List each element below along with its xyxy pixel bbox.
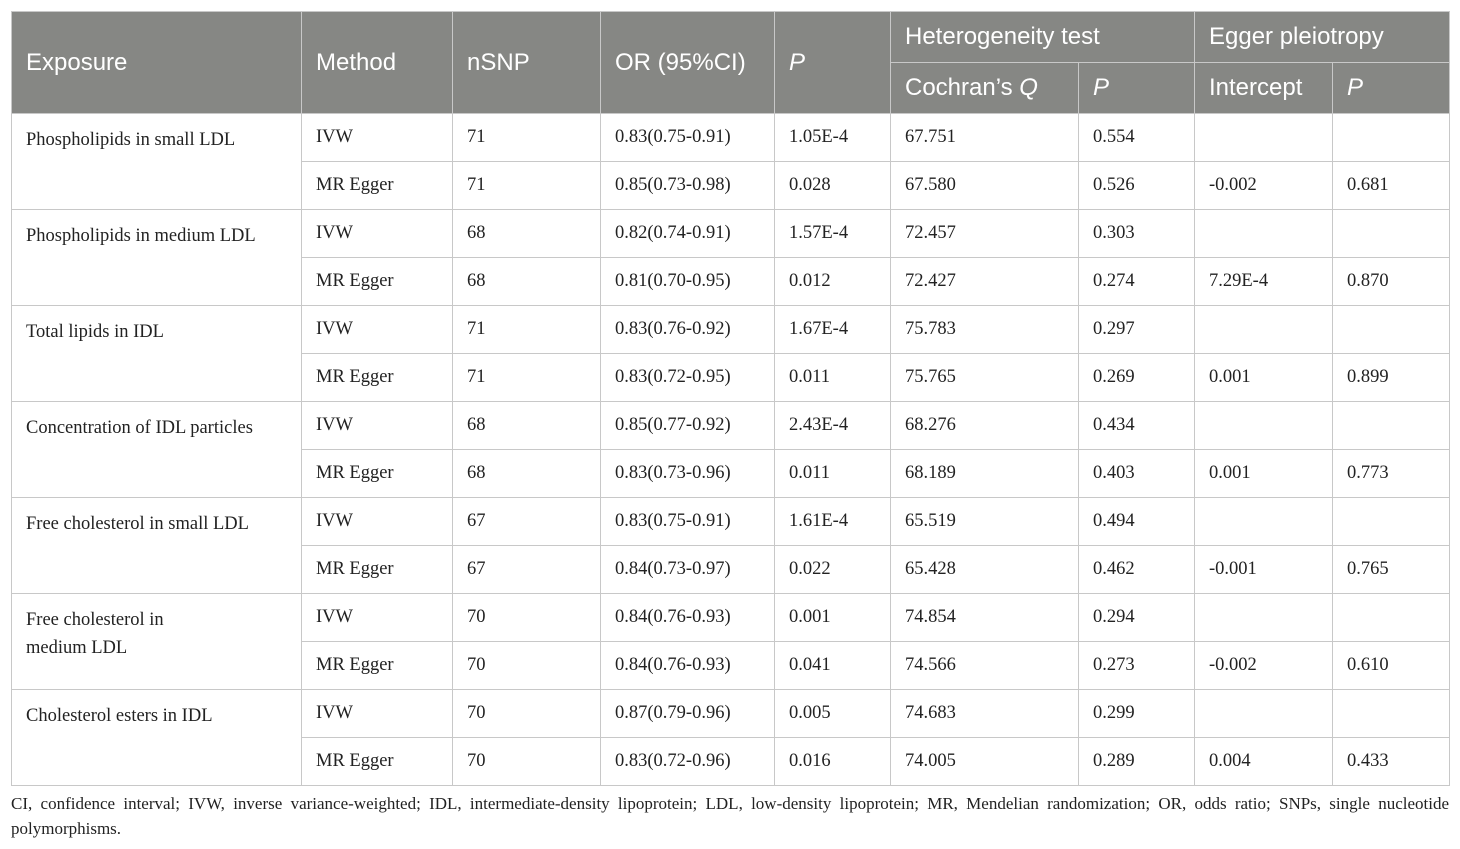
header-row-1 <box>12 12 1450 63</box>
cell-cochran-q: 67.580 <box>891 162 1079 210</box>
cell-or: 0.83(0.76-0.92) <box>601 306 775 354</box>
cell-or: 0.85(0.73-0.98) <box>601 162 775 210</box>
header-p <box>775 12 891 114</box>
cell-nsnp: 68 <box>453 210 601 258</box>
cell-intercept <box>1195 498 1333 546</box>
cell-p: 0.005 <box>775 690 891 738</box>
cell-het-p: 0.273 <box>1079 642 1195 690</box>
cell-or: 0.84(0.76-0.93) <box>601 642 775 690</box>
cell-p: 1.05E-4 <box>775 114 891 162</box>
cell-het-p: 0.462 <box>1079 546 1195 594</box>
cell-or: 0.81(0.70-0.95) <box>601 258 775 306</box>
cell-nsnp: 68 <box>453 402 601 450</box>
cell-method: IVW <box>302 594 453 642</box>
cell-egger-p <box>1333 690 1450 738</box>
results-table <box>11 11 1450 786</box>
cell-nsnp: 71 <box>453 306 601 354</box>
cell-cochran-q: 74.854 <box>891 594 1079 642</box>
results-table-container <box>11 11 1449 786</box>
cell-intercept <box>1195 690 1333 738</box>
cell-p: 0.022 <box>775 546 891 594</box>
cell-egger-p: 0.681 <box>1333 162 1450 210</box>
cell-or: 0.83(0.72-0.95) <box>601 354 775 402</box>
cell-exposure <box>12 594 302 690</box>
cell-intercept: -0.001 <box>1195 546 1333 594</box>
cell-het-p: 0.526 <box>1079 162 1195 210</box>
cell-p: 2.43E-4 <box>775 402 891 450</box>
cell-p: 0.011 <box>775 354 891 402</box>
cell-or: 0.85(0.77-0.92) <box>601 402 775 450</box>
cell-egger-p <box>1333 210 1450 258</box>
cell-cochran-q: 74.005 <box>891 738 1079 786</box>
table-row <box>12 594 1450 642</box>
cell-exposure: Total lipids in IDL <box>12 306 302 402</box>
table-row <box>12 690 1450 738</box>
cell-nsnp: 71 <box>453 162 601 210</box>
cell-intercept: 0.004 <box>1195 738 1333 786</box>
cell-egger-p: 0.765 <box>1333 546 1450 594</box>
header-exposure: Exposure <box>12 12 302 114</box>
cell-intercept <box>1195 210 1333 258</box>
cell-egger-p: 0.773 <box>1333 450 1450 498</box>
cell-cochran-q: 67.751 <box>891 114 1079 162</box>
cell-or: 0.83(0.73-0.96) <box>601 450 775 498</box>
cell-nsnp: 67 <box>453 498 601 546</box>
cell-intercept: 7.29E-4 <box>1195 258 1333 306</box>
cell-or: 0.84(0.76-0.93) <box>601 594 775 642</box>
cell-nsnp: 70 <box>453 738 601 786</box>
header-het-p <box>1079 63 1195 114</box>
cell-cochran-q: 75.765 <box>891 354 1079 402</box>
cell-cochran-q: 72.457 <box>891 210 1079 258</box>
header-cochran-q: Q <box>1019 74 1038 101</box>
cell-method: MR Egger <box>302 450 453 498</box>
cell-het-p: 0.274 <box>1079 258 1195 306</box>
cell-p: 1.57E-4 <box>775 210 891 258</box>
cell-het-p: 0.303 <box>1079 210 1195 258</box>
cell-intercept: -0.002 <box>1195 162 1333 210</box>
cell-het-p: 0.554 <box>1079 114 1195 162</box>
header-egger: Egger pleiotropy <box>1195 12 1450 63</box>
cell-p: 0.041 <box>775 642 891 690</box>
header-cochran-text: Cochran’s <box>905 74 1020 101</box>
cell-method: MR Egger <box>302 546 453 594</box>
cell-method: IVW <box>302 306 453 354</box>
cell-or: 0.83(0.72-0.96) <box>601 738 775 786</box>
cell-or: 0.87(0.79-0.96) <box>601 690 775 738</box>
header-nsnp: nSNP <box>453 12 601 114</box>
table-row <box>12 498 1450 546</box>
cell-egger-p <box>1333 306 1450 354</box>
table-row <box>12 210 1450 258</box>
footnote: CI, confidence interval; IVW, inverse variance-weighted; IDL, intermediate-density lipoprotein; LDL, low-density lipoprotein; MR, Mendelian randomization; OR, odds ratio; SNPs, single nucleotide polymorphisms. <box>11 794 1449 838</box>
header-or: OR (95%CI) <box>601 12 775 114</box>
cell-nsnp: 70 <box>453 594 601 642</box>
cell-egger-p: 0.870 <box>1333 258 1450 306</box>
cell-het-p: 0.289 <box>1079 738 1195 786</box>
cell-egger-p <box>1333 594 1450 642</box>
table-header <box>12 12 1450 114</box>
header-p-text: P <box>789 48 806 76</box>
cell-method: IVW <box>302 498 453 546</box>
cell-intercept <box>1195 114 1333 162</box>
cell-exposure-text: Free cholesterol in medium LDL <box>26 610 164 658</box>
cell-exposure: Phospholipids in medium LDL <box>12 210 302 306</box>
cell-cochran-q: 65.519 <box>891 498 1079 546</box>
cell-method: MR Egger <box>302 738 453 786</box>
cell-method: MR Egger <box>302 354 453 402</box>
header-egger-p <box>1333 63 1450 114</box>
cell-cochran-q: 68.189 <box>891 450 1079 498</box>
cell-cochran-q: 68.276 <box>891 402 1079 450</box>
header-intercept: Intercept <box>1195 63 1333 114</box>
cell-or: 0.83(0.75-0.91) <box>601 498 775 546</box>
cell-nsnp: 71 <box>453 354 601 402</box>
cell-p: 1.61E-4 <box>775 498 891 546</box>
header-cochran <box>891 63 1079 114</box>
header-method: Method <box>302 12 453 114</box>
cell-het-p: 0.297 <box>1079 306 1195 354</box>
cell-egger-p <box>1333 498 1450 546</box>
table-body <box>12 114 1450 786</box>
cell-intercept: 0.001 <box>1195 450 1333 498</box>
cell-intercept: -0.002 <box>1195 642 1333 690</box>
cell-method: MR Egger <box>302 642 453 690</box>
cell-method: MR Egger <box>302 258 453 306</box>
cell-method: IVW <box>302 402 453 450</box>
cell-egger-p: 0.610 <box>1333 642 1450 690</box>
cell-p: 0.028 <box>775 162 891 210</box>
cell-cochran-q: 72.427 <box>891 258 1079 306</box>
cell-cochran-q: 74.683 <box>891 690 1079 738</box>
cell-intercept <box>1195 402 1333 450</box>
cell-egger-p: 0.433 <box>1333 738 1450 786</box>
cell-het-p: 0.269 <box>1079 354 1195 402</box>
cell-or: 0.84(0.73-0.97) <box>601 546 775 594</box>
cell-p: 0.011 <box>775 450 891 498</box>
cell-p: 0.001 <box>775 594 891 642</box>
cell-nsnp: 68 <box>453 258 601 306</box>
cell-intercept: 0.001 <box>1195 354 1333 402</box>
cell-het-p: 0.494 <box>1079 498 1195 546</box>
cell-method: IVW <box>302 690 453 738</box>
cell-p: 0.016 <box>775 738 891 786</box>
cell-egger-p: 0.899 <box>1333 354 1450 402</box>
cell-p: 1.67E-4 <box>775 306 891 354</box>
cell-nsnp: 70 <box>453 690 601 738</box>
cell-egger-p <box>1333 402 1450 450</box>
table-row <box>12 114 1450 162</box>
cell-egger-p <box>1333 114 1450 162</box>
cell-nsnp: 68 <box>453 450 601 498</box>
cell-method: MR Egger <box>302 162 453 210</box>
cell-or: 0.82(0.74-0.91) <box>601 210 775 258</box>
cell-cochran-q: 65.428 <box>891 546 1079 594</box>
header-het-p-text: P <box>1093 74 1110 101</box>
cell-nsnp: 71 <box>453 114 601 162</box>
cell-cochran-q: 74.566 <box>891 642 1079 690</box>
cell-or: 0.83(0.75-0.91) <box>601 114 775 162</box>
cell-intercept <box>1195 306 1333 354</box>
cell-cochran-q: 75.783 <box>891 306 1079 354</box>
cell-het-p: 0.294 <box>1079 594 1195 642</box>
header-egger-p-text: P <box>1347 74 1364 101</box>
cell-intercept <box>1195 594 1333 642</box>
cell-het-p: 0.299 <box>1079 690 1195 738</box>
header-heterogeneity: Heterogeneity test <box>891 12 1195 63</box>
table-row <box>12 402 1450 450</box>
cell-method: IVW <box>302 114 453 162</box>
cell-method: IVW <box>302 210 453 258</box>
table-row <box>12 306 1450 354</box>
cell-exposure: Concentration of IDL particles <box>12 402 302 498</box>
cell-p: 0.012 <box>775 258 891 306</box>
cell-exposure: Phospholipids in small LDL <box>12 114 302 210</box>
cell-nsnp: 67 <box>453 546 601 594</box>
cell-exposure: Cholesterol esters in IDL <box>12 690 302 786</box>
cell-het-p: 0.403 <box>1079 450 1195 498</box>
cell-nsnp: 70 <box>453 642 601 690</box>
cell-exposure: Free cholesterol in small LDL <box>12 498 302 594</box>
cell-het-p: 0.434 <box>1079 402 1195 450</box>
